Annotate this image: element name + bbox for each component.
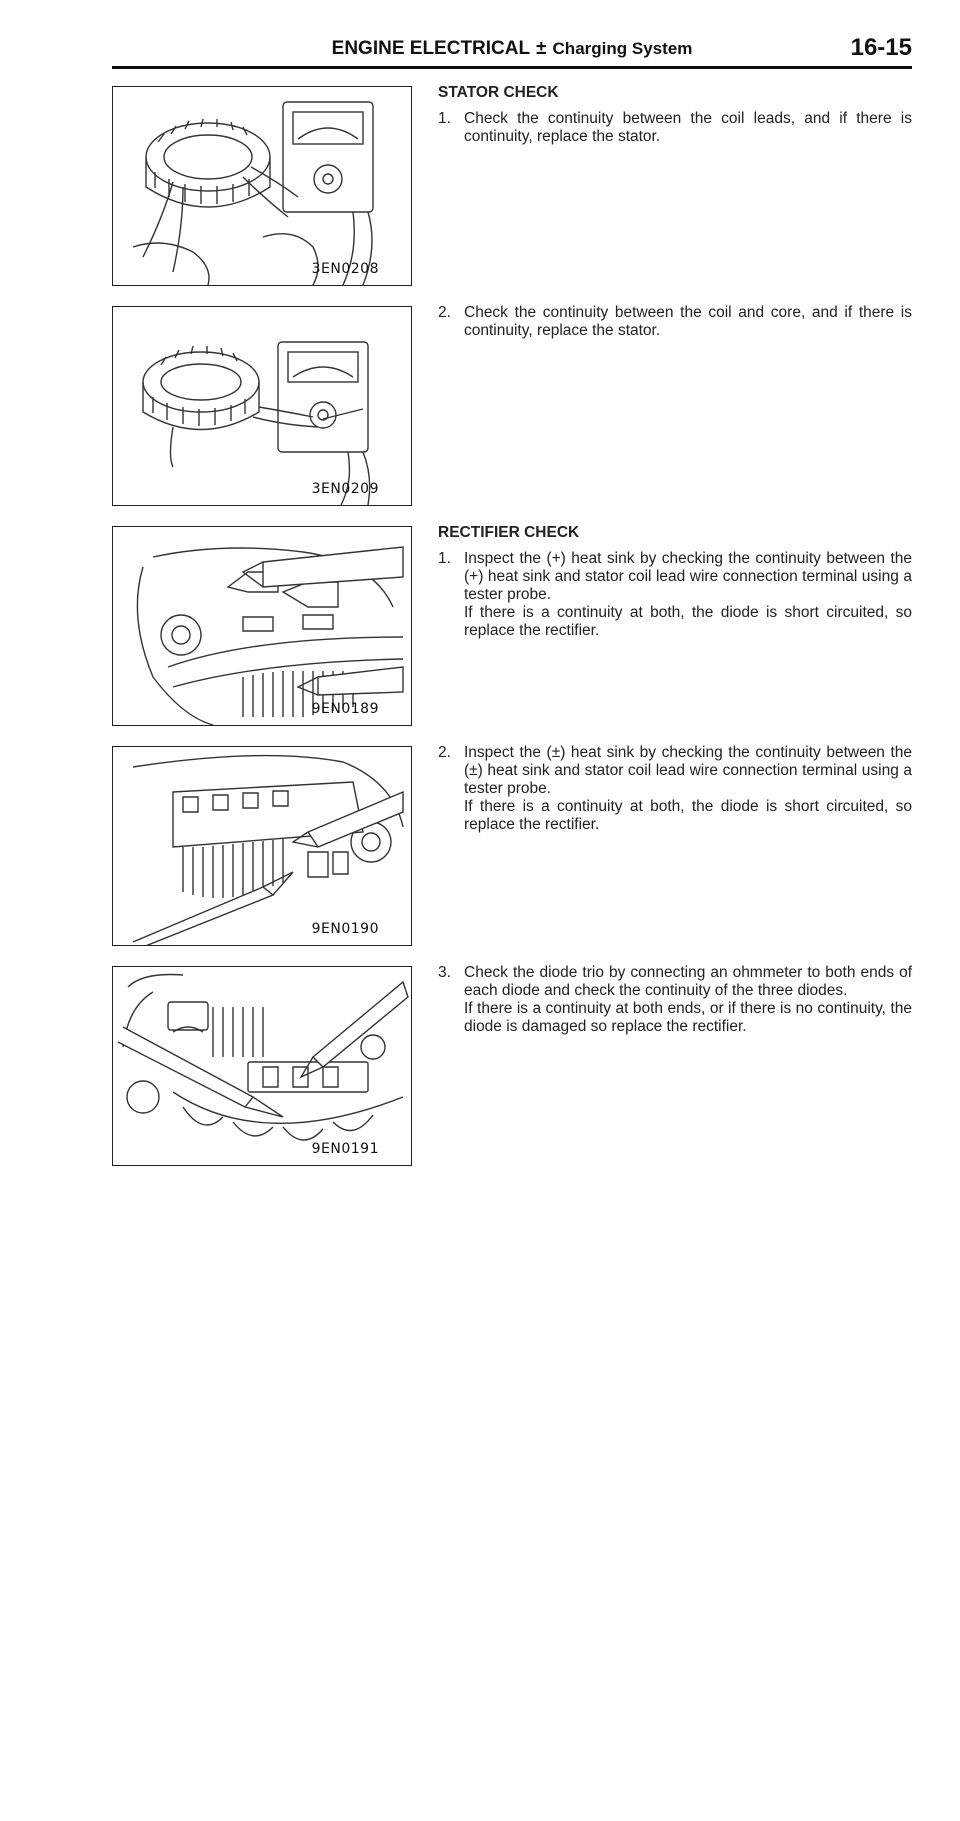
rectifier-step-3 xyxy=(438,964,912,1036)
stator-check-step-2-block xyxy=(438,304,912,340)
rectifier-check-title: RECTIFIER CHECK xyxy=(438,524,580,541)
step-note: If there is a continuity at both ends, or if there is no continuity, the diode is damaged so replace the rectifier. xyxy=(464,1000,912,1035)
stator-leads-illustration xyxy=(113,87,412,286)
figure-stator-core xyxy=(112,306,412,506)
figure-label: 9EN0189 xyxy=(311,701,379,717)
figure-label: 3EN0208 xyxy=(311,261,379,277)
figure-diode-trio xyxy=(112,966,412,1166)
step-number: 3. xyxy=(438,964,451,981)
stator-step-1 xyxy=(438,110,912,146)
stator-check-title: STATOR CHECK xyxy=(438,84,559,101)
step-text: Inspect the (+) heat sink by checking the continuity between the (+) heat sink and stator coil lead wire connection terminal using a tester probe. xyxy=(464,550,912,603)
stator-step-2 xyxy=(438,304,912,340)
step-number: 2. xyxy=(438,744,451,761)
negative-heat-sink-illustration xyxy=(113,747,412,946)
step-number: 1. xyxy=(438,550,451,567)
step-number: 1. xyxy=(438,110,451,127)
figure-stator-leads xyxy=(112,86,412,286)
rectifier-step-2-block xyxy=(438,744,912,834)
figure-negative-heat-sink xyxy=(112,746,412,946)
step-text: Check the continuity between the coil and core, and if there is continuity, replace the stator. xyxy=(464,304,912,339)
header-title xyxy=(112,38,912,60)
figure-label: 3EN0209 xyxy=(311,481,379,497)
step-note: If there is a continuity at both, the diode is short circuited, so replace the rectifier. xyxy=(464,798,912,833)
figure-positive-heat-sink xyxy=(112,526,412,726)
stator-check-section xyxy=(438,84,912,146)
header-separator: ± xyxy=(536,38,547,59)
step-text: Check the diode trio by connecting an ohmmeter to both ends of each diode and check the continuity of the three diodes. xyxy=(464,964,912,999)
rectifier-step-1 xyxy=(438,550,912,640)
step-text: Inspect the (±) heat sink by checking the continuity between the (±) heat sink and stator coil lead wire connection terminal using a tester probe. xyxy=(464,744,912,797)
stator-core-illustration xyxy=(113,307,412,506)
figure-label: 9EN0190 xyxy=(311,921,379,937)
header-section: ENGINE ELECTRICAL xyxy=(331,38,531,59)
rectifier-check-section xyxy=(438,524,912,640)
positive-heat-sink-illustration xyxy=(113,527,412,726)
figure-label: 9EN0191 xyxy=(311,1141,379,1157)
step-note: If there is a continuity at both, the diode is short circuited, so replace the rectifier. xyxy=(464,604,912,639)
rectifier-step-2 xyxy=(438,744,912,834)
page-number: 16-15 xyxy=(850,34,912,61)
rectifier-step-3-block xyxy=(438,964,912,1036)
step-text: Check the continuity between the coil leads, and if there is continuity, replace the stator. xyxy=(464,110,912,145)
step-number: 2. xyxy=(438,304,451,321)
header-subsection: Charging System xyxy=(552,39,693,58)
page-header xyxy=(112,30,912,69)
diode-trio-illustration xyxy=(113,967,412,1166)
